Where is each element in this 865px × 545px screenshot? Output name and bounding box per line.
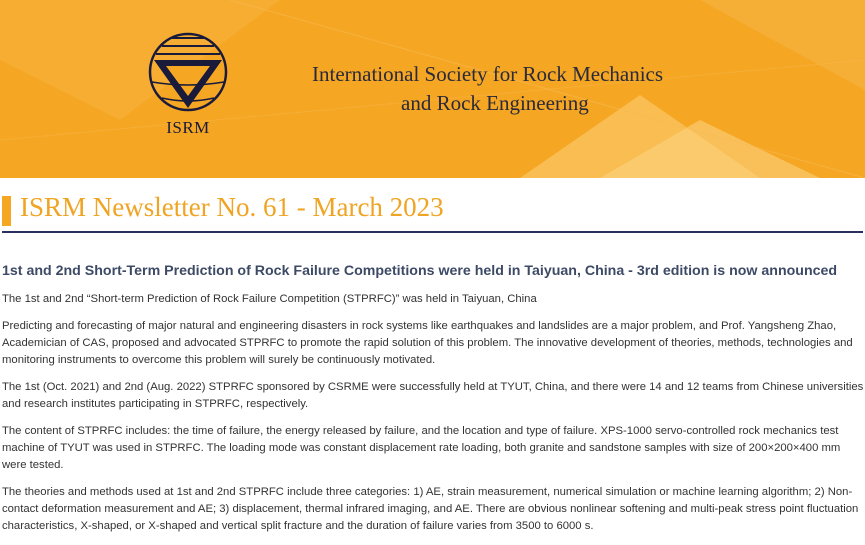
isrm-globe-icon (148, 30, 228, 118)
article-headline[interactable]: 1st and 2nd Short-Term Prediction of Rock Failure Competitions were held in Taiyuan, China - 3rd edition is now announced (2, 263, 838, 279)
article-paragraph: The content of STPRFC includes: the time of failure, the energy released by failure, and the location and type of failure. XPS-1000 servo-controlled rock mechanics test machine of TYUT was used in STPRFC. The loading mode was constant displacement rate loading, both granite and sandstone samples with size of 200×200×400 mm were tested. (2, 425, 841, 471)
article-body (2, 261, 864, 545)
logo-text: ISRM (166, 118, 210, 137)
title-divider (2, 231, 863, 233)
header-banner (0, 0, 865, 178)
organization-name (312, 60, 663, 118)
title-accent-bar (2, 196, 11, 226)
org-name-line-1: International Society for Rock Mechanics (312, 62, 664, 86)
article-paragraph: The 1st (Oct. 2021) and 2nd (Aug. 2022) STPRFC sponsored by CSRME were successfully held at TYUT, China, and there were 14 and 12 teams from Chinese universities and research institutes participating in STPRFC, respectively. (2, 381, 864, 410)
newsletter-title: ISRM Newsletter No. 61 - March 2023 (20, 192, 444, 222)
org-name-line-2: and Rock Engineering (401, 91, 589, 115)
article-paragraph: Predicting and forecasting of major natural and engineering disasters in rock systems like earthquakes and landslides are a major problem, and Prof. Yangsheng Zhao, Academician of CAS, proposed and advocated STPRFC to promote the rapid solution of this problem. The innovative development of theories, methods, technologies and monitoring instruments to overcome this problem will surely be continuously motivated. (2, 320, 853, 366)
article-paragraph: The 1st and 2nd “Short-term Prediction of Rock Failure Competition (STPRFC)” was held in Taiyuan, China (2, 293, 537, 305)
isrm-logo[interactable] (148, 30, 228, 140)
article-paragraph: The theories and methods used at 1st and 2nd STPRFC include three categories: 1) AE, strain measurement, numerical simulation or machine learning algorithm; 2) Non-contact deformation measurement and AE; 3) displacement, thermal infrared imaging, and AE. There are obvious nonlinear softening and multi-peak stress point fluctuation characteristics, X-shaped, or X-shaped and vertical split fracture and the duration of failure varies from 3500 to 6000 s. (2, 486, 859, 532)
newsletter-title-bar (0, 192, 865, 234)
